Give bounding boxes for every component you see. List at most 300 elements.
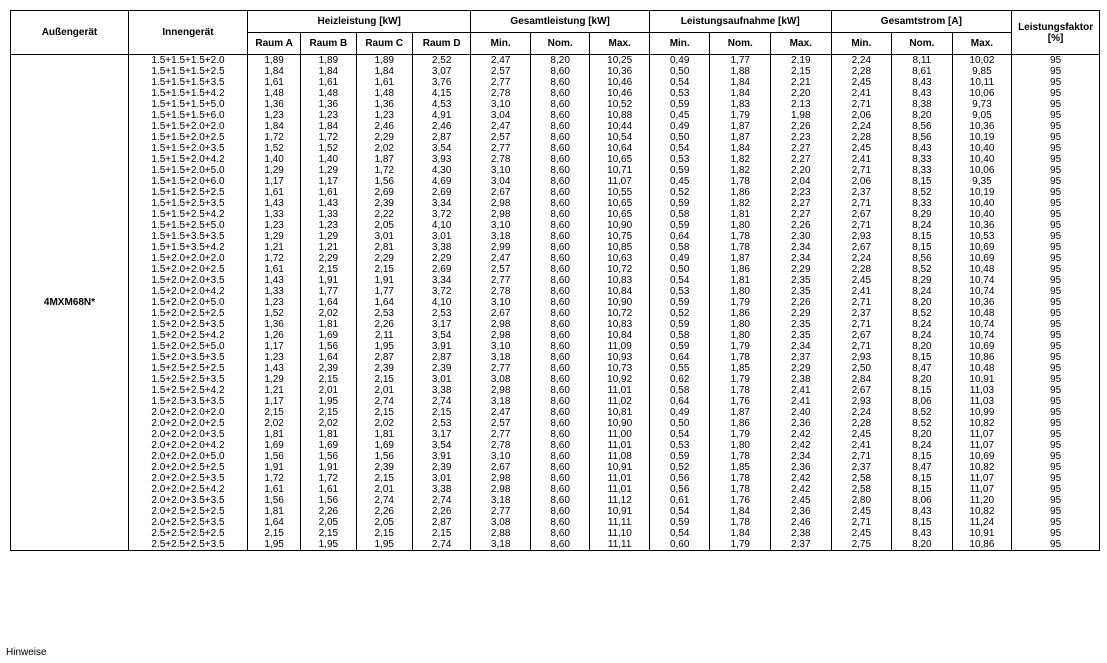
value-cell: 95: [1012, 242, 1100, 253]
value-cell: 2,15: [247, 528, 300, 539]
value-cell: 1,29: [247, 374, 300, 385]
value-cell: 8,60: [530, 88, 590, 99]
value-cell: 8,15: [892, 242, 953, 253]
value-cell: 8,60: [530, 231, 590, 242]
value-cell: 3,01: [412, 473, 470, 484]
value-cell: 1,76: [710, 396, 771, 407]
value-cell: 2,27: [771, 209, 832, 220]
value-cell: 2,57: [471, 264, 531, 275]
value-cell: 2,67: [831, 209, 892, 220]
value-cell: 8,60: [530, 440, 590, 451]
value-cell: 95: [1012, 528, 1100, 539]
value-cell: 2,47: [471, 121, 531, 132]
value-cell: 2,38: [771, 528, 832, 539]
value-cell: 1,36: [247, 99, 300, 110]
value-cell: 1,82: [710, 198, 771, 209]
value-cell: 1,17: [247, 341, 300, 352]
indoor-combination-cell: 2.0+2.0+2.5+2.5: [128, 462, 247, 473]
value-cell: 8,15: [892, 473, 953, 484]
value-cell: 10,55: [590, 187, 650, 198]
value-cell: 1,56: [356, 451, 412, 462]
value-cell: 8,43: [892, 143, 953, 154]
value-cell: 0,55: [649, 363, 710, 374]
table-row: [11, 385, 1100, 396]
value-cell: 2,05: [356, 220, 412, 231]
indoor-combination-cell: 1.5+2.0+2.0+3.5: [128, 275, 247, 286]
header-heating-capacity: Heizleistung [kW]: [247, 11, 470, 33]
value-cell: 2,52: [412, 55, 470, 67]
value-cell: 10,48: [952, 308, 1012, 319]
value-cell: 0,49: [649, 253, 710, 264]
value-cell: 2,78: [471, 286, 531, 297]
header-power-min: Min.: [649, 33, 710, 55]
indoor-combination-cell: 1.5+2.5+2.5+2.5: [128, 363, 247, 374]
value-cell: 10,82: [952, 462, 1012, 473]
value-cell: 2,45: [831, 506, 892, 517]
value-cell: 1,48: [247, 88, 300, 99]
value-cell: 2,93: [831, 396, 892, 407]
value-cell: 11,07: [952, 440, 1012, 451]
value-cell: 95: [1012, 165, 1100, 176]
header-indoor-unit: Innengerät: [128, 11, 247, 55]
value-cell: 3,10: [471, 451, 531, 462]
value-cell: 2,88: [471, 528, 531, 539]
value-cell: 2,80: [831, 495, 892, 506]
value-cell: 8,60: [530, 154, 590, 165]
value-cell: 3,38: [412, 242, 470, 253]
indoor-combination-cell: 1.5+1.5+2.5+2.5: [128, 187, 247, 198]
value-cell: 10,82: [952, 506, 1012, 517]
value-cell: 2,36: [771, 418, 832, 429]
value-cell: 8,60: [530, 66, 590, 77]
value-cell: 0,61: [649, 495, 710, 506]
value-cell: 2,15: [412, 407, 470, 418]
value-cell: 3,04: [471, 176, 531, 187]
value-cell: 2,11: [356, 330, 412, 341]
value-cell: 10,46: [590, 77, 650, 88]
value-cell: 1,77: [710, 55, 771, 67]
value-cell: 2,15: [356, 528, 412, 539]
value-cell: 3,34: [412, 275, 470, 286]
value-cell: 2,23: [771, 187, 832, 198]
value-cell: 10,90: [590, 297, 650, 308]
header-room-c: Raum C: [356, 33, 412, 55]
value-cell: 1,78: [710, 517, 771, 528]
value-cell: 4,69: [412, 176, 470, 187]
value-cell: 11,02: [590, 396, 650, 407]
value-cell: 1,23: [247, 352, 300, 363]
value-cell: 2,87: [412, 352, 470, 363]
value-cell: 95: [1012, 385, 1100, 396]
value-cell: 2,37: [831, 308, 892, 319]
value-cell: 2,26: [301, 506, 356, 517]
value-cell: 10,65: [590, 154, 650, 165]
value-cell: 8,24: [892, 440, 953, 451]
value-cell: 1,78: [710, 484, 771, 495]
value-cell: 8,24: [892, 286, 953, 297]
value-cell: 2,13: [771, 99, 832, 110]
header-capacity-min: Min.: [471, 33, 531, 55]
value-cell: 2,24: [831, 121, 892, 132]
value-cell: 2,98: [471, 473, 531, 484]
value-cell: 1,69: [247, 440, 300, 451]
value-cell: 1,43: [301, 198, 356, 209]
value-cell: 1,98: [771, 110, 832, 121]
value-cell: 2,98: [471, 385, 531, 396]
value-cell: 2,71: [831, 165, 892, 176]
header-power-max: Max.: [771, 33, 832, 55]
value-cell: 1,79: [710, 429, 771, 440]
value-cell: 2,47: [471, 253, 531, 264]
value-cell: 10,46: [590, 88, 650, 99]
value-cell: 1,95: [356, 539, 412, 551]
value-cell: 3,18: [471, 231, 531, 242]
value-cell: 10,48: [952, 363, 1012, 374]
value-cell: 3,54: [412, 330, 470, 341]
value-cell: 2,57: [471, 66, 531, 77]
value-cell: 3,10: [471, 99, 531, 110]
value-cell: 2,26: [356, 506, 412, 517]
value-cell: 11,01: [590, 440, 650, 451]
value-cell: 1,72: [301, 473, 356, 484]
value-cell: 11,08: [590, 451, 650, 462]
value-cell: 0,49: [649, 121, 710, 132]
value-cell: 1,29: [247, 231, 300, 242]
value-cell: 8,43: [892, 528, 953, 539]
value-cell: 10,63: [590, 253, 650, 264]
value-cell: 2,15: [301, 374, 356, 385]
table-row: [11, 484, 1100, 495]
value-cell: 3,17: [412, 429, 470, 440]
value-cell: 2,99: [471, 242, 531, 253]
indoor-combination-cell: 2.5+2.5+2.5+3.5: [128, 539, 247, 551]
value-cell: 3,01: [356, 231, 412, 242]
value-cell: 2,29: [771, 264, 832, 275]
table-row: [11, 319, 1100, 330]
value-cell: 95: [1012, 451, 1100, 462]
table-row: [11, 308, 1100, 319]
value-cell: 10,54: [590, 132, 650, 143]
value-cell: 2,78: [471, 154, 531, 165]
value-cell: 8,20: [892, 539, 953, 551]
value-cell: 1,61: [247, 77, 300, 88]
value-cell: 0,54: [649, 528, 710, 539]
table-row: [11, 176, 1100, 187]
value-cell: 2,34: [771, 451, 832, 462]
value-cell: 0,59: [649, 99, 710, 110]
table-row: [11, 99, 1100, 110]
value-cell: 8,60: [530, 121, 590, 132]
indoor-combination-cell: 2.0+2.0+2.5+4.2: [128, 484, 247, 495]
value-cell: 1,43: [247, 363, 300, 374]
value-cell: 1,56: [356, 176, 412, 187]
value-cell: 1,89: [301, 55, 356, 67]
value-cell: 0,59: [649, 165, 710, 176]
value-cell: 11,00: [590, 429, 650, 440]
value-cell: 2,78: [471, 440, 531, 451]
value-cell: 8,60: [530, 187, 590, 198]
value-cell: 1,40: [247, 154, 300, 165]
value-cell: 1,87: [710, 132, 771, 143]
value-cell: 2,69: [412, 187, 470, 198]
table-row: [11, 286, 1100, 297]
value-cell: 2,78: [471, 88, 531, 99]
value-cell: 10,74: [952, 275, 1012, 286]
table-body: [11, 55, 1100, 551]
value-cell: 8,60: [530, 473, 590, 484]
value-cell: 0,45: [649, 110, 710, 121]
header-outdoor-unit: Außengerät: [11, 11, 129, 55]
value-cell: 0,60: [649, 539, 710, 551]
table-row: [11, 396, 1100, 407]
value-cell: 10,36: [952, 297, 1012, 308]
value-cell: 8,29: [892, 275, 953, 286]
value-cell: 8,06: [892, 396, 953, 407]
value-cell: 10,73: [590, 363, 650, 374]
value-cell: 1,64: [247, 517, 300, 528]
value-cell: 2,42: [771, 429, 832, 440]
value-cell: 0,53: [649, 154, 710, 165]
value-cell: 8,20: [892, 341, 953, 352]
value-cell: 2,77: [471, 429, 531, 440]
table-row: [11, 352, 1100, 363]
indoor-combination-cell: 1.5+2.0+2.5+3.5: [128, 319, 247, 330]
value-cell: 8,20: [530, 55, 590, 67]
header-total-current: Gesamtstrom [A]: [831, 11, 1012, 33]
value-cell: 95: [1012, 121, 1100, 132]
value-cell: 0,64: [649, 352, 710, 363]
value-cell: 8,60: [530, 330, 590, 341]
value-cell: 2,29: [356, 132, 412, 143]
value-cell: 11,11: [590, 539, 650, 551]
value-cell: 8,60: [530, 209, 590, 220]
value-cell: 2,39: [412, 363, 470, 374]
value-cell: 10,84: [590, 330, 650, 341]
value-cell: 9,85: [952, 66, 1012, 77]
value-cell: 8,47: [892, 462, 953, 473]
indoor-combination-cell: 1.5+1.5+2.0+2.5: [128, 132, 247, 143]
indoor-combination-cell: 1.5+1.5+2.0+4.2: [128, 154, 247, 165]
value-cell: 2,53: [412, 308, 470, 319]
value-cell: 2,01: [301, 385, 356, 396]
header-current-max: Max.: [952, 33, 1012, 55]
value-cell: 2,29: [301, 253, 356, 264]
value-cell: 2,71: [831, 451, 892, 462]
value-cell: 8,60: [530, 363, 590, 374]
value-cell: 2,06: [831, 110, 892, 121]
value-cell: 8,47: [892, 363, 953, 374]
value-cell: 2,01: [356, 385, 412, 396]
value-cell: 0,45: [649, 176, 710, 187]
indoor-combination-cell: 1.5+1.5+2.5+4.2: [128, 209, 247, 220]
value-cell: 10,65: [590, 198, 650, 209]
value-cell: 0,59: [649, 198, 710, 209]
value-cell: 95: [1012, 330, 1100, 341]
value-cell: 95: [1012, 352, 1100, 363]
value-cell: 10,53: [952, 231, 1012, 242]
value-cell: 95: [1012, 429, 1100, 440]
value-cell: 1,56: [247, 495, 300, 506]
table-row: [11, 242, 1100, 253]
value-cell: 8,43: [892, 506, 953, 517]
header-total-capacity: Gesamtleistung [kW]: [471, 11, 650, 33]
value-cell: 0,64: [649, 231, 710, 242]
value-cell: 8,60: [530, 132, 590, 143]
value-cell: 8,60: [530, 495, 590, 506]
value-cell: 10,90: [590, 418, 650, 429]
value-cell: 8,60: [530, 198, 590, 209]
table-row: [11, 253, 1100, 264]
value-cell: 10,84: [590, 286, 650, 297]
value-cell: 4,10: [412, 297, 470, 308]
header-room-b: Raum B: [301, 33, 356, 55]
value-cell: 1,78: [710, 242, 771, 253]
value-cell: 2,39: [356, 462, 412, 473]
value-cell: 0,52: [649, 308, 710, 319]
value-cell: 10,44: [590, 121, 650, 132]
value-cell: 95: [1012, 275, 1100, 286]
value-cell: 0,59: [649, 517, 710, 528]
value-cell: 0,49: [649, 55, 710, 67]
value-cell: 4,30: [412, 165, 470, 176]
value-cell: 2,74: [356, 396, 412, 407]
value-cell: 2,69: [412, 264, 470, 275]
value-cell: 1,52: [247, 308, 300, 319]
table-row: [11, 440, 1100, 451]
value-cell: 2,34: [771, 341, 832, 352]
header-room-d: Raum D: [412, 33, 470, 55]
value-cell: 10,83: [590, 275, 650, 286]
indoor-combination-cell: 1.5+2.5+2.5+3.5: [128, 374, 247, 385]
value-cell: 10,64: [590, 143, 650, 154]
value-cell: 1,33: [301, 209, 356, 220]
value-cell: 2,29: [771, 363, 832, 374]
value-cell: 0,50: [649, 66, 710, 77]
indoor-combination-cell: 1.5+2.5+2.5+4.2: [128, 385, 247, 396]
value-cell: 10,93: [590, 352, 650, 363]
value-cell: 1,81: [247, 506, 300, 517]
value-cell: 2,57: [471, 132, 531, 143]
value-cell: 95: [1012, 286, 1100, 297]
value-cell: 8,29: [892, 209, 953, 220]
value-cell: 1,85: [710, 363, 771, 374]
value-cell: 8,60: [530, 297, 590, 308]
value-cell: 1,89: [356, 55, 412, 67]
value-cell: 1,87: [710, 253, 771, 264]
value-cell: 0,50: [649, 132, 710, 143]
value-cell: 10,74: [952, 319, 1012, 330]
value-cell: 1,21: [301, 242, 356, 253]
value-cell: 2,37: [831, 462, 892, 473]
value-cell: 3,17: [412, 319, 470, 330]
value-cell: 2,67: [471, 187, 531, 198]
value-cell: 2,35: [771, 275, 832, 286]
value-cell: 1,81: [247, 429, 300, 440]
value-cell: 1,79: [710, 539, 771, 551]
value-cell: 1,87: [710, 121, 771, 132]
indoor-combination-cell: 2.0+2.0+2.0+2.5: [128, 418, 247, 429]
header-power-nom: Nom.: [710, 33, 771, 55]
table-row: [11, 297, 1100, 308]
value-cell: 1,95: [301, 396, 356, 407]
value-cell: 2,74: [412, 495, 470, 506]
value-cell: 1,91: [301, 462, 356, 473]
value-cell: 10,88: [590, 110, 650, 121]
indoor-combination-cell: 1.5+2.5+3.5+3.5: [128, 396, 247, 407]
table-row: [11, 451, 1100, 462]
value-cell: 1,80: [710, 330, 771, 341]
value-cell: 1,86: [710, 264, 771, 275]
value-cell: 2,45: [831, 528, 892, 539]
value-cell: 2,84: [831, 374, 892, 385]
value-cell: 1,95: [356, 341, 412, 352]
value-cell: 0,53: [649, 286, 710, 297]
value-cell: 8,52: [892, 407, 953, 418]
value-cell: 2,29: [412, 253, 470, 264]
value-cell: 2,45: [771, 495, 832, 506]
value-cell: 0,56: [649, 473, 710, 484]
value-cell: 1,72: [247, 132, 300, 143]
header-power-input: Leistungsaufnahme [kW]: [649, 11, 831, 33]
value-cell: 8,33: [892, 198, 953, 209]
value-cell: 1,61: [247, 264, 300, 275]
value-cell: 2,46: [771, 517, 832, 528]
value-cell: 3,18: [471, 539, 531, 551]
value-cell: 2,77: [471, 506, 531, 517]
value-cell: 2,81: [356, 242, 412, 253]
value-cell: 1,36: [247, 319, 300, 330]
value-cell: 1,81: [301, 429, 356, 440]
indoor-combination-cell: 1.5+1.5+2.5+5.0: [128, 220, 247, 231]
value-cell: 2,02: [356, 418, 412, 429]
value-cell: 8,60: [530, 429, 590, 440]
indoor-combination-cell: 2.0+2.5+2.5+2.5: [128, 506, 247, 517]
value-cell: 8,60: [530, 99, 590, 110]
value-cell: 2,75: [831, 539, 892, 551]
value-cell: 95: [1012, 484, 1100, 495]
value-cell: 2,93: [831, 231, 892, 242]
header-capacity-max: Max.: [590, 33, 650, 55]
value-cell: 8,60: [530, 484, 590, 495]
value-cell: 11,20: [952, 495, 1012, 506]
value-cell: 2,01: [356, 484, 412, 495]
value-cell: 2,57: [471, 418, 531, 429]
value-cell: 0,54: [649, 506, 710, 517]
value-cell: 8,60: [530, 374, 590, 385]
value-cell: 95: [1012, 198, 1100, 209]
value-cell: 1,84: [247, 66, 300, 77]
value-cell: 10,19: [952, 132, 1012, 143]
value-cell: 2,26: [412, 506, 470, 517]
value-cell: 8,33: [892, 154, 953, 165]
value-cell: 2,37: [771, 352, 832, 363]
value-cell: 3,18: [471, 495, 531, 506]
value-cell: 8,60: [530, 341, 590, 352]
value-cell: 2,28: [831, 132, 892, 143]
value-cell: 95: [1012, 462, 1100, 473]
value-cell: 10,72: [590, 308, 650, 319]
value-cell: 1,78: [710, 385, 771, 396]
value-cell: 1,61: [247, 187, 300, 198]
value-cell: 8,60: [530, 418, 590, 429]
indoor-combination-cell: 1.5+1.5+2.0+6.0: [128, 176, 247, 187]
value-cell: 2,24: [831, 407, 892, 418]
header-power-factor: Leistungsfaktor [%]: [1012, 11, 1100, 55]
value-cell: 8,56: [892, 253, 953, 264]
value-cell: 1,17: [247, 396, 300, 407]
value-cell: 8,60: [530, 506, 590, 517]
value-cell: 8,60: [530, 242, 590, 253]
